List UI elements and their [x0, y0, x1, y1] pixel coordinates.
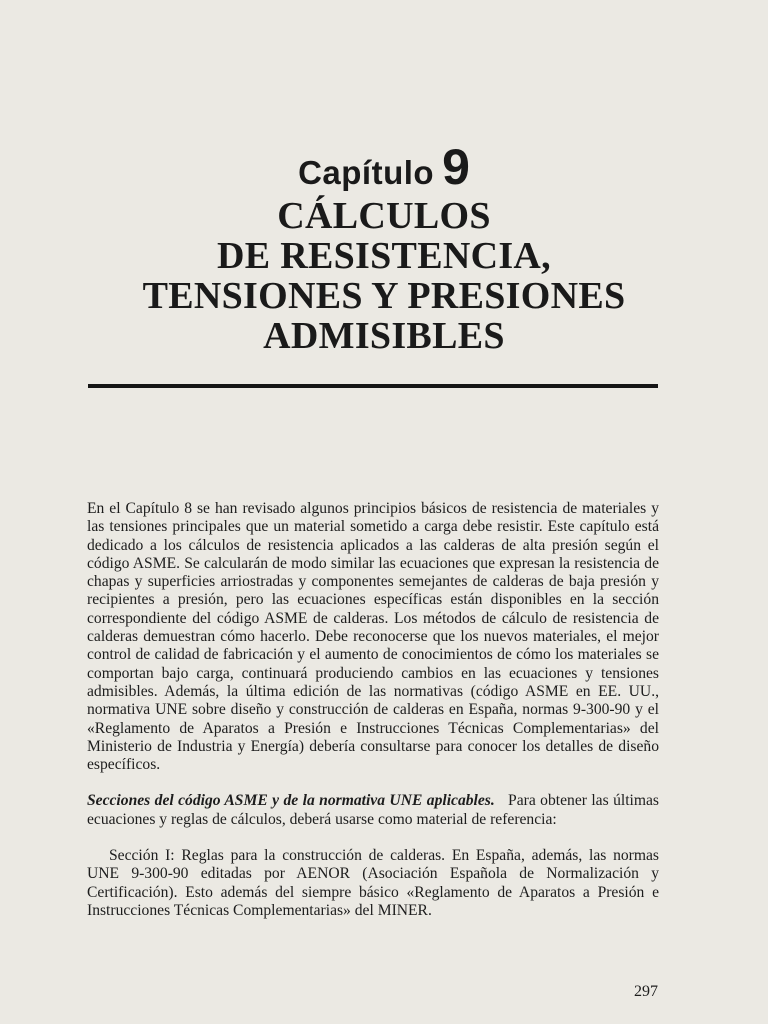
chapter-title-line-3: TENSIONES Y PRESIONES — [142, 275, 626, 317]
body-text — [87, 500, 659, 920]
section-text: Para obtener las últimas ecuaciones y reglas de cálculos, deberá usarse como material de referencia: — [87, 792, 660, 828]
chapter-title-line-4: ADMISIBLES — [263, 315, 505, 357]
page-number: 297 — [634, 983, 658, 1000]
section-heading: Secciones del código ASME y de la normativa UNE aplicables. — [87, 792, 495, 810]
section-one-paragraph: Sección I: Reglas para la construcción de calderas. En España, además, las normas UNE 9-300-90 editadas por AENOR (Asociación Española de Normalización y Certificación). Esto además del siempre básico «Reglamento de Aparatos a Presión e Instrucciones Técnicas Complementarias» del MINER. — [87, 847, 659, 919]
chapter-title-line-2: DE RESISTENCIA, — [217, 235, 551, 277]
chapter-title — [0, 196, 768, 356]
chapter-label: Capítulo — [298, 154, 435, 191]
chapter-number: 9 — [442, 139, 470, 195]
intro-paragraph: En el Capítulo 8 se han revisado algunos principios básicos de resistencia de materiales y las tensiones principales que un material sometido a carga debe resistir. Este capítulo está dedicado a los cálculos de resistencia aplicados a las calderas de alta presión según el código ASME. Se calcularán de modo similar las ecuaciones que expresan la resistencia de chapas y superficies arriostradas y componentes semejantes de calderas de baja presión y recipientes a presión, pero las ecuaciones específicas están disponibles en la sección correspondiente del código ASME de calderas. Los métodos de cálculo de resistencia de calderas demuestran cómo hacerlo. Debe reconocerse que los nuevos materiales, el mejor control de calidad de fabricación y el aumento de conocimientos de cómo los materiales se comportan bajo carga, continuará produciendo cambios en las ecuaciones y tensiones admisibles. Además, la última edición de las normativas (código ASME en EE. UU., normativa UNE sobre diseño y construcción de calderas en España, normas 9-300-90 y el «Reglamento de Aparatos a Presión e Instrucciones Técnicas Complementarias» del Ministerio de Industria y Energía) debería consultarse para conocer los detalles de diseño específicos. — [87, 500, 659, 774]
chapter-title-line-1: CÁLCULOS — [277, 195, 491, 237]
title-divider-rule — [88, 384, 658, 388]
section-paragraph — [87, 792, 659, 829]
chapter-heading — [0, 138, 768, 196]
